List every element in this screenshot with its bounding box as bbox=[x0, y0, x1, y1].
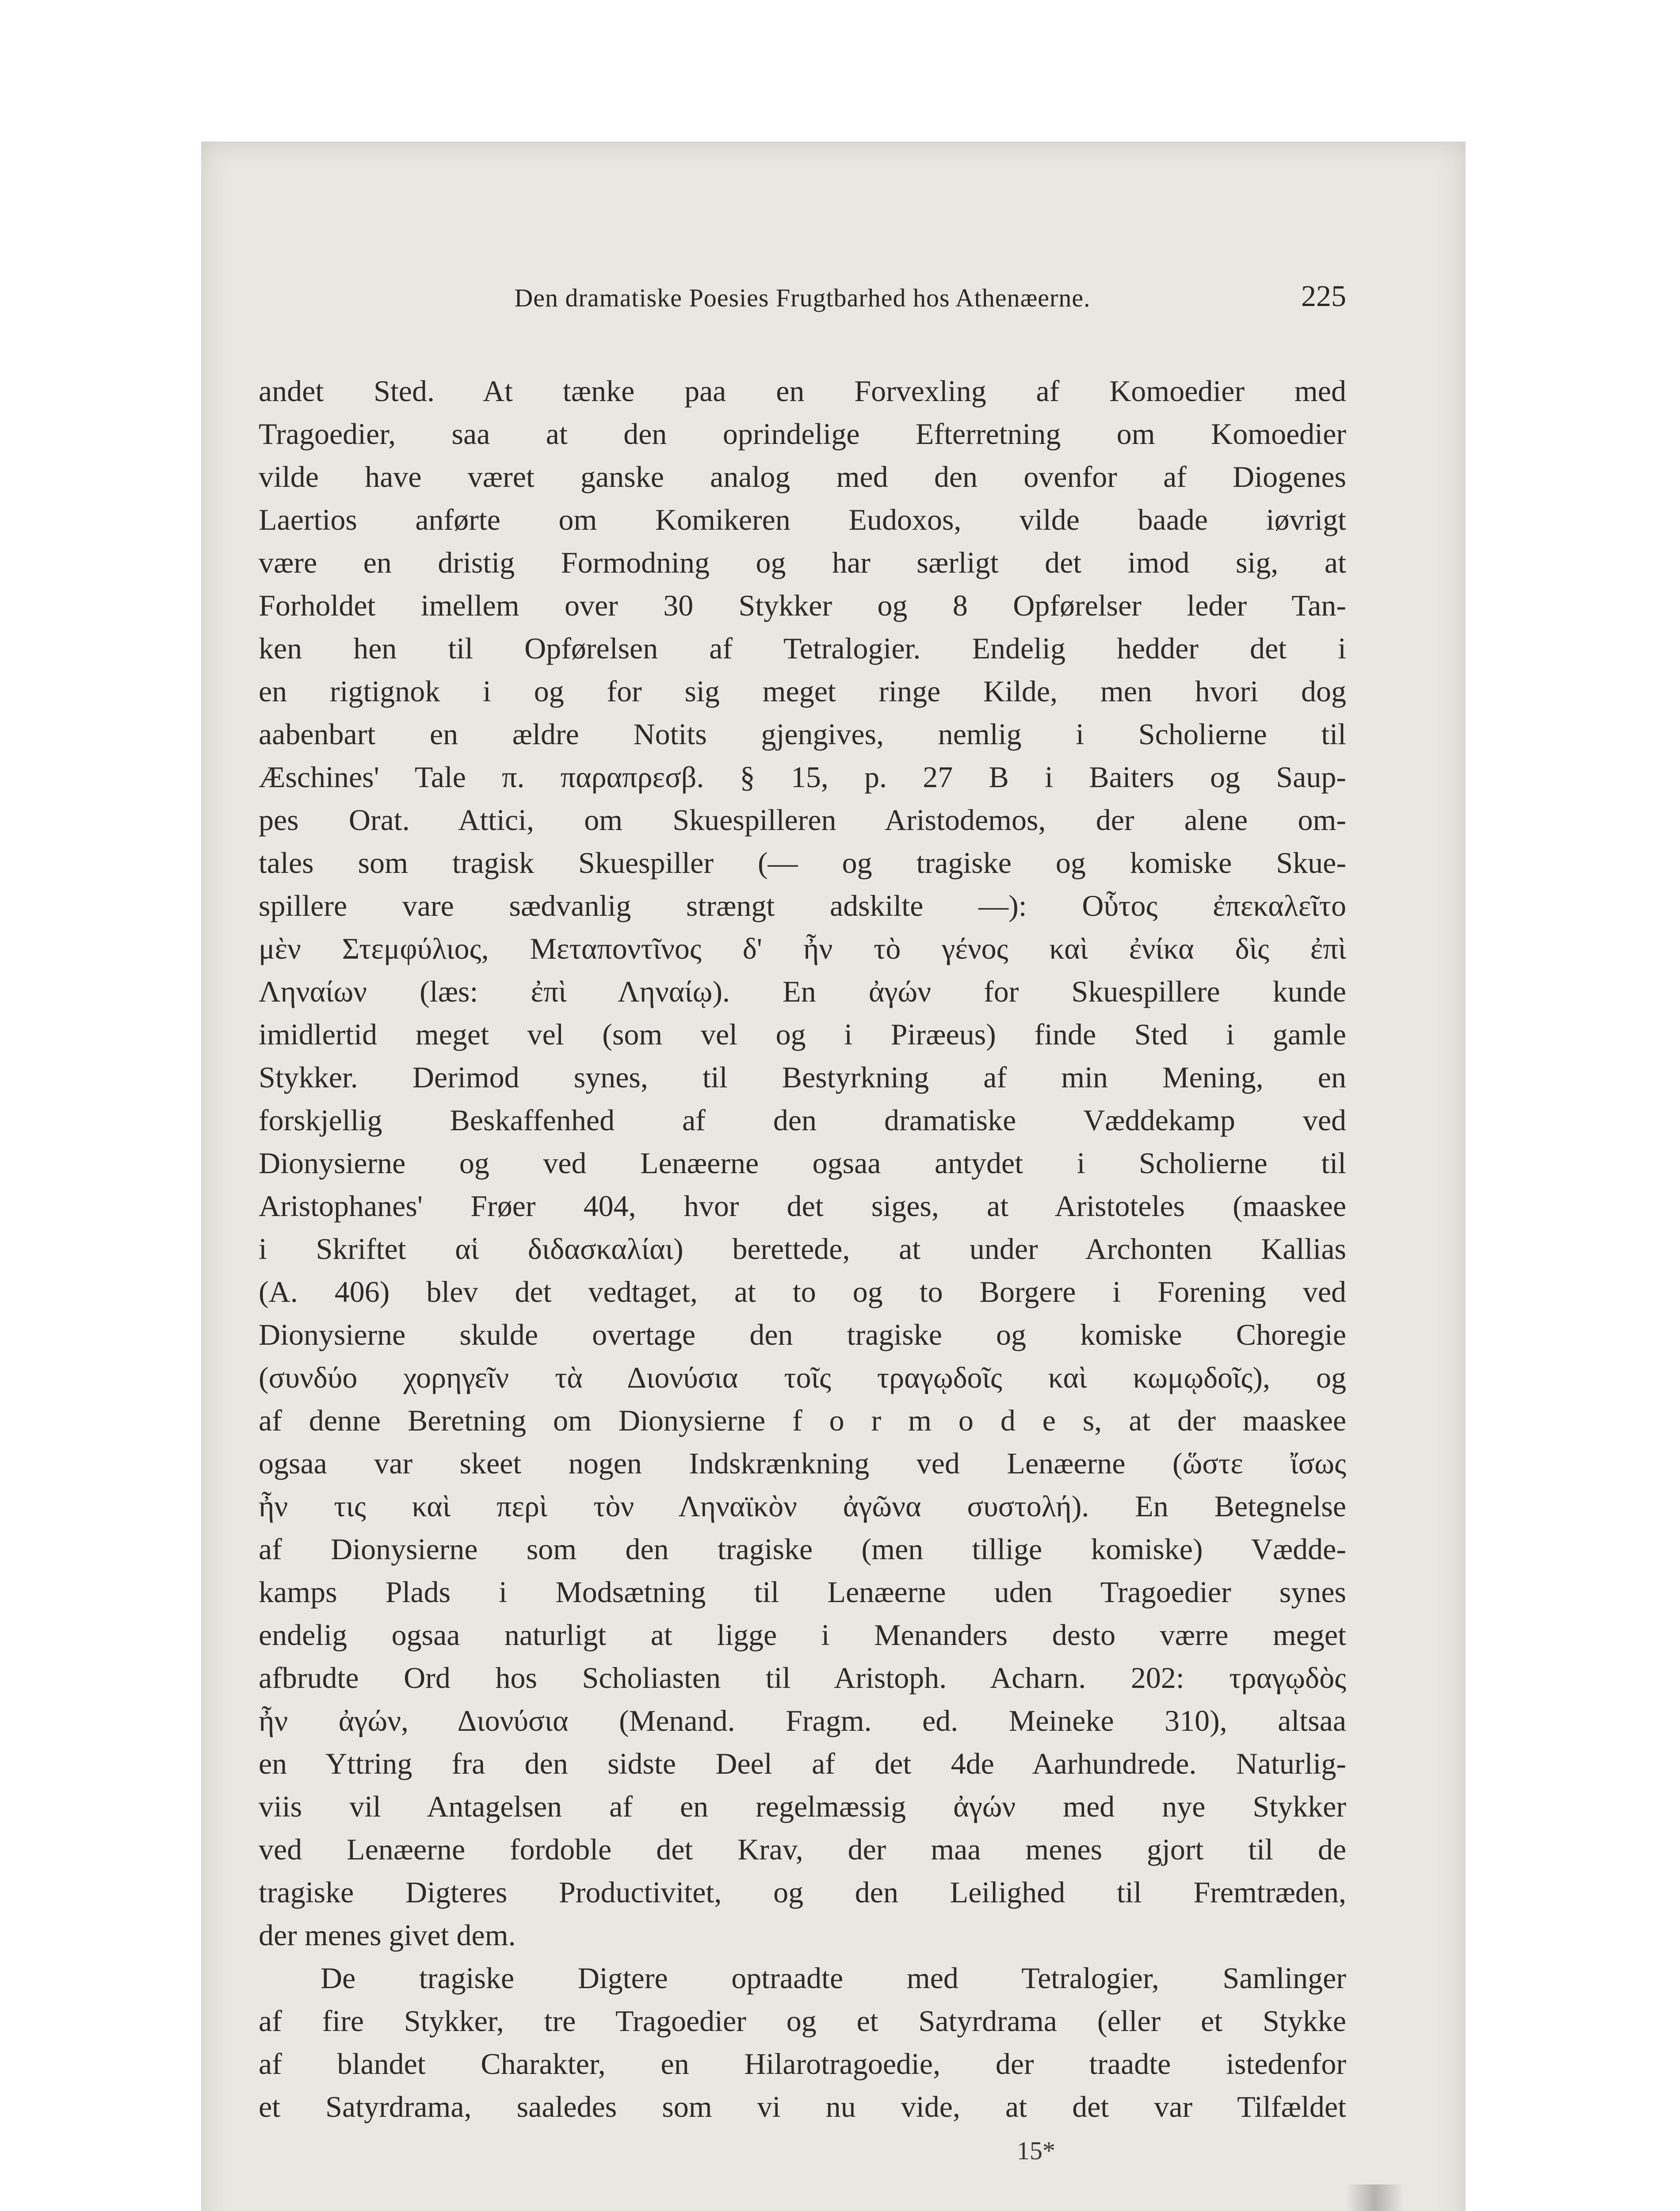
text-line: Laertios anførte om Komikeren Eudoxos, vilde baade iøvrigt bbox=[259, 503, 1346, 536]
text-line: ved Lenæerne fordoble det Krav, der maa menes gjort til de bbox=[259, 1832, 1346, 1866]
text-line: Æschines' Tale π. παραπρεσβ. § 15, p. 27 B i Baiters og Saup- bbox=[259, 760, 1346, 794]
text-line: ogsaa var skeet nogen Indskrænkning ved Lenæerne (ὥστε ἴσως bbox=[259, 1446, 1346, 1480]
text-line: være en dristig Formodning og har særligt det imod sig, at bbox=[259, 546, 1346, 579]
text-line: De tragiske Digtere optraadte med Tetralogier, Samlinger bbox=[321, 1961, 1346, 1995]
text-line: vilde have været ganske analog med den ovenfor af Diogenes bbox=[259, 460, 1346, 493]
text-line: af denne Beretning om Dionysierne f o r m o d e s, at der maaskee bbox=[259, 1404, 1346, 1437]
text-line: ἦν τις καὶ περὶ τὸν Ληναϊκὸν ἀγῶνα συστολή). En Betegnelse bbox=[259, 1489, 1346, 1523]
text-line: imidlertid meget vel (som vel og i Piræeus) finde Sted i gamle bbox=[259, 1018, 1346, 1051]
text-line: af fire Stykker, tre Tragoedier og et Satyrdrama (eller et Stykke bbox=[259, 2004, 1346, 2038]
text-line: et Satyrdrama, saaledes som vi nu vide, at det var Tilfældet bbox=[259, 2090, 1346, 2123]
running-header bbox=[259, 274, 1346, 327]
page-number: 225 bbox=[1301, 279, 1346, 313]
text-line: tales som tragisk Skuespiller (— og tragiske og komiske Skue- bbox=[259, 846, 1346, 880]
text-line: en Yttring fra den sidste Deel af det 4de Aarhundrede. Naturlig- bbox=[259, 1747, 1346, 1780]
text-line: Forholdet imellem over 30 Stykker og 8 Opførelser leder Tan- bbox=[259, 589, 1346, 622]
text-line: af blandet Charakter, en Hilarotragoedie, der traadte istedenfor bbox=[259, 2047, 1346, 2081]
text-line: spillere vare sædvanlig strængt adskilte —): Οὗτος ἐπεκαλεῖτο bbox=[259, 889, 1346, 922]
text-line: en rigtignok i og for sig meget ringe Kilde, men hvori dog bbox=[259, 674, 1346, 708]
text-line: af Dionysierne som den tragiske (men tillige komiske) Vædde- bbox=[259, 1532, 1346, 1566]
running-title: Den dramatiske Poesies Frugtbarhed hos Athenæerne. bbox=[514, 283, 1091, 312]
text-line: afbrudte Ord hos Scholiasten til Aristoph. Acharn. 202: τραγῳδὸς bbox=[259, 1661, 1346, 1695]
text-line: Dionysierne skulde overtage den tragiske og komiske Choregie bbox=[259, 1318, 1346, 1351]
text-line: Aristophanes' Frøer 404, hvor det siges, at Aristoteles (maaskee bbox=[259, 1189, 1346, 1223]
signature-mark: 15* bbox=[1017, 2136, 1055, 2165]
text-line: ken hen til Opførelsen af Tetralogier. Endelig hedder det i bbox=[259, 631, 1346, 665]
text-line: andet Sted. At tænke paa en Forvexling af Komoedier med bbox=[259, 374, 1346, 408]
text-line: aabenbart en ældre Notits gjengives, nemlig i Scholierne til bbox=[259, 717, 1346, 751]
text-line: pes Orat. Attici, om Skuespilleren Aristodemos, der alene om- bbox=[259, 803, 1346, 837]
text-line: i Skriftet αἱ διδασκαλίαι) berettede, at under Archonten Kallias bbox=[259, 1232, 1346, 1266]
body-text bbox=[259, 370, 1346, 2128]
text-line: (συνδύο χορηγεῖν τὰ Διονύσια τοῖς τραγῳδοῖς καὶ κωμῳδοῖς), og bbox=[259, 1361, 1346, 1394]
text-line: μὲν Στεμφύλιος, Μεταποντῖνος δ' ἦν τὸ γένος καὶ ἐνίκα δὶς ἐπὶ bbox=[259, 932, 1346, 965]
text-line: kamps Plads i Modsætning til Lenæerne uden Tragoedier synes bbox=[259, 1575, 1346, 1609]
text-line: Dionysierne og ved Lenæerne ogsaa antydet i Scholierne til bbox=[259, 1146, 1346, 1180]
text-line: Tragoedier, saa at den oprindelige Efterretning om Komoedier bbox=[259, 417, 1346, 451]
scan-shadow bbox=[1346, 2184, 1404, 2211]
text-line: endelig ogsaa naturligt at ligge i Menanders desto værre meget bbox=[259, 1618, 1346, 1652]
text-line: Stykker. Derimod synes, til Bestyrkning af min Mening, en bbox=[259, 1060, 1346, 1094]
text-line: (A. 406) blev det vedtaget, at to og to Borgere i Forening ved bbox=[259, 1275, 1346, 1308]
text-line: forskjellig Beskaffenhed af den dramatiske Væddekamp ved bbox=[259, 1103, 1346, 1137]
text-line: Ληναίων (læs: ἐπὶ Ληναίῳ). En ἀγών for Skuespillere kunde bbox=[259, 975, 1346, 1008]
text-line: der menes givet dem. bbox=[259, 1918, 516, 1952]
text-line: ἦν ἀγών, Διονύσια (Menand. Fragm. ed. Meineke 310), altsaa bbox=[259, 1704, 1346, 1737]
text-line: tragiske Digteres Productivitet, og den Leilighed til Fremtræden, bbox=[259, 1875, 1346, 1909]
text-line: viis vil Antagelsen af en regelmæssig ἀγών med nye Stykker bbox=[259, 1790, 1346, 1823]
